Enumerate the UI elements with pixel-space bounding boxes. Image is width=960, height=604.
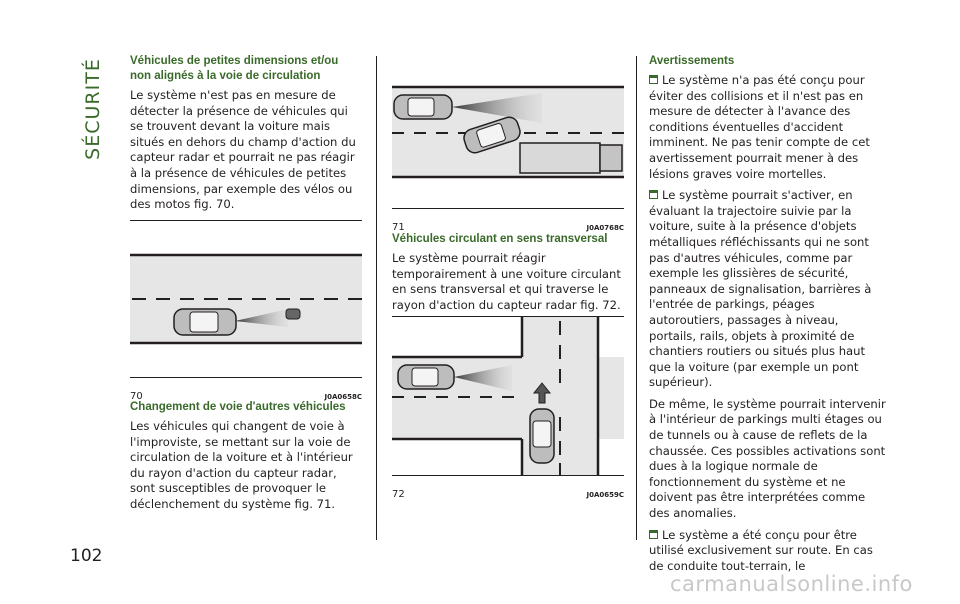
page-number: 102: [70, 546, 103, 566]
heading-lane-change: Changement de voie d'autres véhicules: [130, 401, 346, 413]
figure-code: J0A0768C: [586, 224, 624, 232]
warning-item: [649, 73, 889, 182]
figure-code: J0A0658C: [324, 393, 362, 401]
warning-text: Le système pourrait s'activer, en évaluant la trajectoire suivie par la voiture, suite à la présence d'objets métalliques réfléchissants qui ne sont pas d'autres véhicules, comme par exemple les glissières de sécurité, panneaux de signalisation, barrières à l'entrée de parkings, péages autoroutiers, passages à niveau, portails, rails, objets à proximité de chantiers routiers ou situés plus haut que la voiture (par exemple un pont supérieur).: [649, 188, 872, 390]
figure-71: [392, 57, 624, 233]
figure-number: 71: [392, 222, 405, 233]
figure-70-illustration: [130, 221, 362, 377]
figure-number: 70: [130, 391, 143, 402]
warning-item: [649, 528, 889, 575]
figure-72: [392, 316, 624, 500]
column-divider: [376, 56, 377, 540]
heading-crossing-vehicles: Véhicules circulant en sens transversal: [392, 233, 608, 245]
paragraph-parking: De même, le système pourrait intervenir à l'intérieur de parkings multi étages ou de tunnels ou à cause de reflets de la chaussée. Ces possibles activations sont dues à la logique normale de fonctionnement du système et ne doivent pas être interprétées comme des anomalies.: [649, 396, 886, 521]
column-1: [130, 54, 362, 219]
figure-number: 72: [392, 489, 405, 500]
column-1-lower: [130, 400, 362, 519]
heading-warnings: Avertissements: [649, 55, 735, 67]
figure-70: [130, 220, 362, 402]
column-3: [649, 54, 889, 580]
heading-small-vehicles: Véhicules de petites dimensions et/ou non alignés à la voie de circulation: [130, 55, 339, 82]
warning-bullet-icon: [649, 530, 658, 539]
warning-text: Le système n'a pas été conçu pour éviter des collisions et il n'est pas en mesure de détecter à l'avance des conditions éventuelles d'accident imminent. Ne pas tenir compte de cet avertissement pourrait mener à des lésions graves voire mortelles.: [649, 73, 870, 181]
warning-text: Le système a été conçu pour être utilisé exclusivement sur route. En cas de conduite tout-terrain, le: [649, 527, 873, 573]
column-2: [392, 232, 624, 319]
figure-71-illustration: [392, 57, 624, 207]
paragraph-lane-change: Les véhicules qui changent de voie à l'improviste, se mettant sur la voie de circulation de la voiture et à l'intérieur du rayon d'action du capteur radar, sont susceptibles de provoquer le déclenchement du système fig. 71.: [130, 419, 353, 511]
warning-bullet-icon: [649, 75, 658, 84]
column-divider: [636, 56, 637, 540]
warning-item: [649, 188, 889, 391]
section-tab: [78, 58, 108, 168]
watermark: carmanualsonline.info: [670, 572, 913, 596]
paragraph-crossing-vehicles: Le système pourrait réagir temporairement à une voiture circulant en sens transversal et qui traverse le rayon d'action du capteur radar fig. 72.: [392, 251, 621, 312]
figure-72-illustration: [392, 317, 624, 475]
warning-bullet-icon: [649, 190, 658, 199]
paragraph-small-vehicles: Le système n'est pas en mesure de détecter la présence de véhicules qui se trouvent devant la voiture mais situés en dehors du champ d'action du capteur radar et pourrait ne pas réagir à la présence de véhicules de petites dimensions, par exemple des vélos ou des motos fig. 70.: [130, 88, 356, 212]
section-title: SÉCURITÉ: [82, 58, 104, 160]
figure-code: J0A0659C: [586, 491, 624, 499]
